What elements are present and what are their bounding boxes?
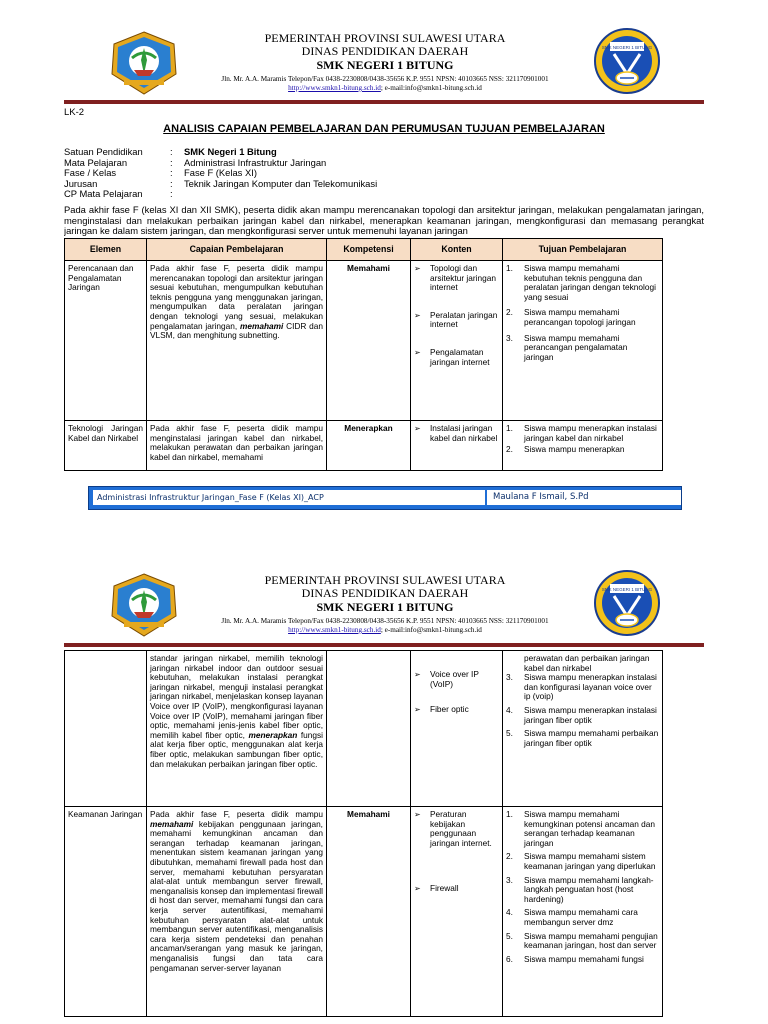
svg-text:SMK NEGERI 1 BITUNG: SMK NEGERI 1 BITUNG [601,45,653,50]
col-elemen: Elemen [65,239,147,261]
footer-bar [88,486,682,510]
elemen-cell: Perencanaan dan Pengalamatan Jaringan [65,261,147,421]
konten-cell [411,651,503,807]
header-address: Jln. Mr. A.A. Maramis Telepon/Fax 0438-2230808/0438-35656 K.P. 9551 NPSN: 40103665 NSS: 321170901001 [221,617,549,625]
kompetensi-cell [327,651,411,807]
cp-cell: Pada akhir fase F, peserta didik mampu memahami kebijakan penggunaan jaringan, memahami kemungkinan ancaman dan serangan terhadap keamanan jaringan, menentukan sistem keamanan jaringan yang dibutuhkan, memahami firewall pada host dan server, memahami kebutuhan persyaratan alat-alat untuk membangun server firewall, menganalisis konsep dan implementasi firewall di host dan server, memahami fungsi dan cara kerja server autentifikasi, memahami kebutuhan persyaratan alat-alat untuk membangun server autentifikasi, menganalisis cara kerja sistem pendeteksi dan penahan ancaman/serangan yang masuk ke jaringan, menganalisis fungsi dan tata cara pengamanan server-server layanan [147,807,327,1017]
list-item: 5. Siswa mampu memahami perbaikan jaringan fiber optik [506,728,659,748]
col-tujuan: Tujuan Pembelajaran [503,239,663,261]
list-item: ➢ Peraturan kebijakan penggunaan jaringan internet. [414,810,499,848]
list-item: 2. Siswa mampu memahami sistem keamanan jaringan yang diperlukan [506,851,656,871]
list-item: 6. Siswa mampu memahami fungsi [506,953,644,964]
letterhead [0,28,768,98]
tujuan-cell [503,421,663,471]
kompetensi-cell: Memahami [327,807,411,1017]
header-rule [64,100,704,104]
elemen-cell: Keamanan Jaringan [65,807,147,1017]
header-rule [64,643,704,647]
list-item: ➢ Peralatan jaringan internet [414,311,499,330]
table-row [65,651,663,807]
province-logo-icon [110,572,178,638]
school-logo-icon [594,570,660,636]
cp-table [64,238,663,471]
list-item: ➢ Topologi dan arsitektur jaringan internet [414,264,499,293]
list-item: 5. Siswa mampu memahami pengujian keamanan jaringan, host dan server [506,930,658,951]
table-row [65,421,663,471]
tujuan-continued-text: perawatan dan perbaikan jaringan kabel dan nirkabel [524,653,650,673]
konten-cell [411,261,503,421]
doc-title: ANALISIS CAPAIAN PEMBELAJARAN DAN PERUMUSAN TUJUAN PEMBELAJARAN [163,123,605,135]
list-item: 4. Siswa mampu memahami cara membangun server dmz [506,907,638,927]
header-school-name: SMK NEGERI 1 BITUNG [316,58,454,72]
letterhead [0,570,768,640]
website-link[interactable]: http://www.smkn1-bitung.sch.id [288,84,381,92]
cp-table-continued [64,650,663,1017]
header-address: Jln. Mr. A.A. Maramis Telepon/Fax 0438-2230808/0438-35656 K.P. 9551 NPSN: 40103665 NSS: 321170901001 [221,75,549,83]
footer-author: Maulana F Ismail, S.Pd [487,490,681,505]
kompetensi-cell: Menerapkan [327,421,411,471]
header-line1: PEMERINTAH PROVINSI SULAWESI UTARA [264,573,506,587]
doc-code: LK-2 [64,107,85,118]
header-line2: DINAS PENDIDIKAN DAERAH [301,586,469,600]
list-item: 2. Siswa mampu memahami perancangan topologi jaringan [506,307,636,327]
konten-cell [411,807,503,1017]
list-item: ➢ Fiber optic [414,705,499,715]
website-link[interactable]: http://www.smkn1-bitung.sch.id [288,626,381,634]
table-row [65,807,663,1017]
doc-meta: Satuan Pendidikan : SMK Negeri 1 Bitung Mata Pelajaran : Administrasi Infrastruktur Jaringan Fase / Kelas : Fase F (Kelas XI) Jurusan : Teknik Jaringan Komputer dan Telekomunikasi CP Mata Pelajaran : [64,146,378,200]
list-item: 2. Siswa mampu menerapkan [506,444,625,455]
cp-cell: Pada akhir fase F, peserta didik mampu menginstalasi jaringan kabel dan nirkabel, melakukan perawatan dan perbaikan jaringan kabel dan nirkabel, memahami [147,421,327,471]
list-item: 1. Siswa mampu memahami kemungkinan potensi ancaman dan serangan terhadap keamanan jaringan [506,809,655,848]
elemen-cell [65,651,147,807]
col-konten: Konten [411,239,503,261]
tujuan-cell [503,807,663,1017]
footer-document-name: Administrasi Infrastruktur Jaringan_Fase F (Kelas XI)_ACP [93,490,485,505]
cp-cell: Pada akhir fase F, peserta didik mampu merencanakan topologi dan arsitektur jaringan sesuai kebutuhan, mengumpulkan kebutuhan teknis pengguna yang menggunakan jaringan, mengumpulkan data peralatan jaringan dengan teknologi yang sesuai, melakukan pengalamatan jaringan, memahami CIDR dan VLSM, dan menghitung subnetting. [147,261,327,421]
list-item: ➢ Voice over IP (VoIP) [414,670,499,689]
cp-cell: standar jaringan nirkabel, memilih teknologi jaringan nirkabel indoor dan outdoor sesuai kebutuhan, melakukan instalasi perangkat jaringan nirkabel, menguji instalasi perangkat jaringan nirkabel, menjelaskan konsep layanan Voice over IP (VoIP), mengkonfigurasi layanan Voice over IP (VoIP), memahami jaringan fiber optic, memahami jenis-jenis kabel fiber optic, memilih kabel fiber optic, menerapkan fungsi alat kerja fiber optic, menggunakan alat kerja fiber optic, melakukan sambungan fiber optic, dan melakukan perbaikan jaringan fiber optic. [147,651,327,807]
col-capaian: Capaian Pembelajaran [147,239,327,261]
konten-cell [411,421,503,471]
list-item: ➢ Instalasi jaringan kabel dan nirkabel [414,424,499,443]
table-row [65,261,663,421]
list-item: 1. Siswa mampu menerapkan instalasi jaringan kabel dan nirkabel [506,423,657,443]
header-line2: DINAS PENDIDIKAN DAERAH [301,44,469,58]
elemen-cell: Teknologi Jaringan Kabel dan Nirkabel [65,421,147,471]
list-item: 1. Siswa mampu memahami kebutuhan teknis pengguna dan peralatan jaringan dengan teknologi yang sesuai [506,263,656,302]
email-text: ; e-mail:info@smkn1-bitung.sch.id [380,626,482,634]
svg-text:SMK NEGERI 1 BITUNG: SMK NEGERI 1 BITUNG [601,587,653,592]
list-item: 3. Siswa mampu memahami langkah-langkah penguatan host (host hardening) [506,874,654,904]
school-logo-icon [594,28,660,94]
header-school-name: SMK NEGERI 1 BITUNG [316,600,454,614]
col-kompetensi: Kompetensi [327,239,411,261]
kompetensi-cell: Memahami [327,261,411,421]
email-text: ; e-mail:info@smkn1-bitung.sch.id [380,84,482,92]
list-item: ➢ Pengalamatan jaringan internet [414,348,499,367]
tujuan-cell [503,261,663,421]
list-item: 3. Siswa mampu menerapkan instalasi dan konfigurasi layanan voice over ip (voip) [506,672,657,702]
list-item: 3. Siswa mampu memahami perancangan pengalamatan jaringan [506,332,628,362]
header-line1: PEMERINTAH PROVINSI SULAWESI UTARA [264,31,506,45]
province-logo-icon [110,30,178,96]
list-item: 4. Siswa mampu menerapkan instalasi jaringan fiber optik [506,704,657,725]
tujuan-cell [503,651,663,807]
list-item: ➢ Firewall [414,884,499,894]
cp-paragraph: Pada akhir fase F (kelas XI dan XII SMK), peserta didik akan mampu merencanakan topologi dan arsitektur jaringan, melakukan pengalamatan jaringan, menginstalasi dan melakukan perbaikan jaringan kabel dan nirkabel, menerapkan keamanan jaringan, mengkonfigurasi dan memasang perangkat jaringan ke dalam sistem jaringan, dan mengkonfigurasi server untuk memenuhi layanan jaringan [64,205,704,237]
